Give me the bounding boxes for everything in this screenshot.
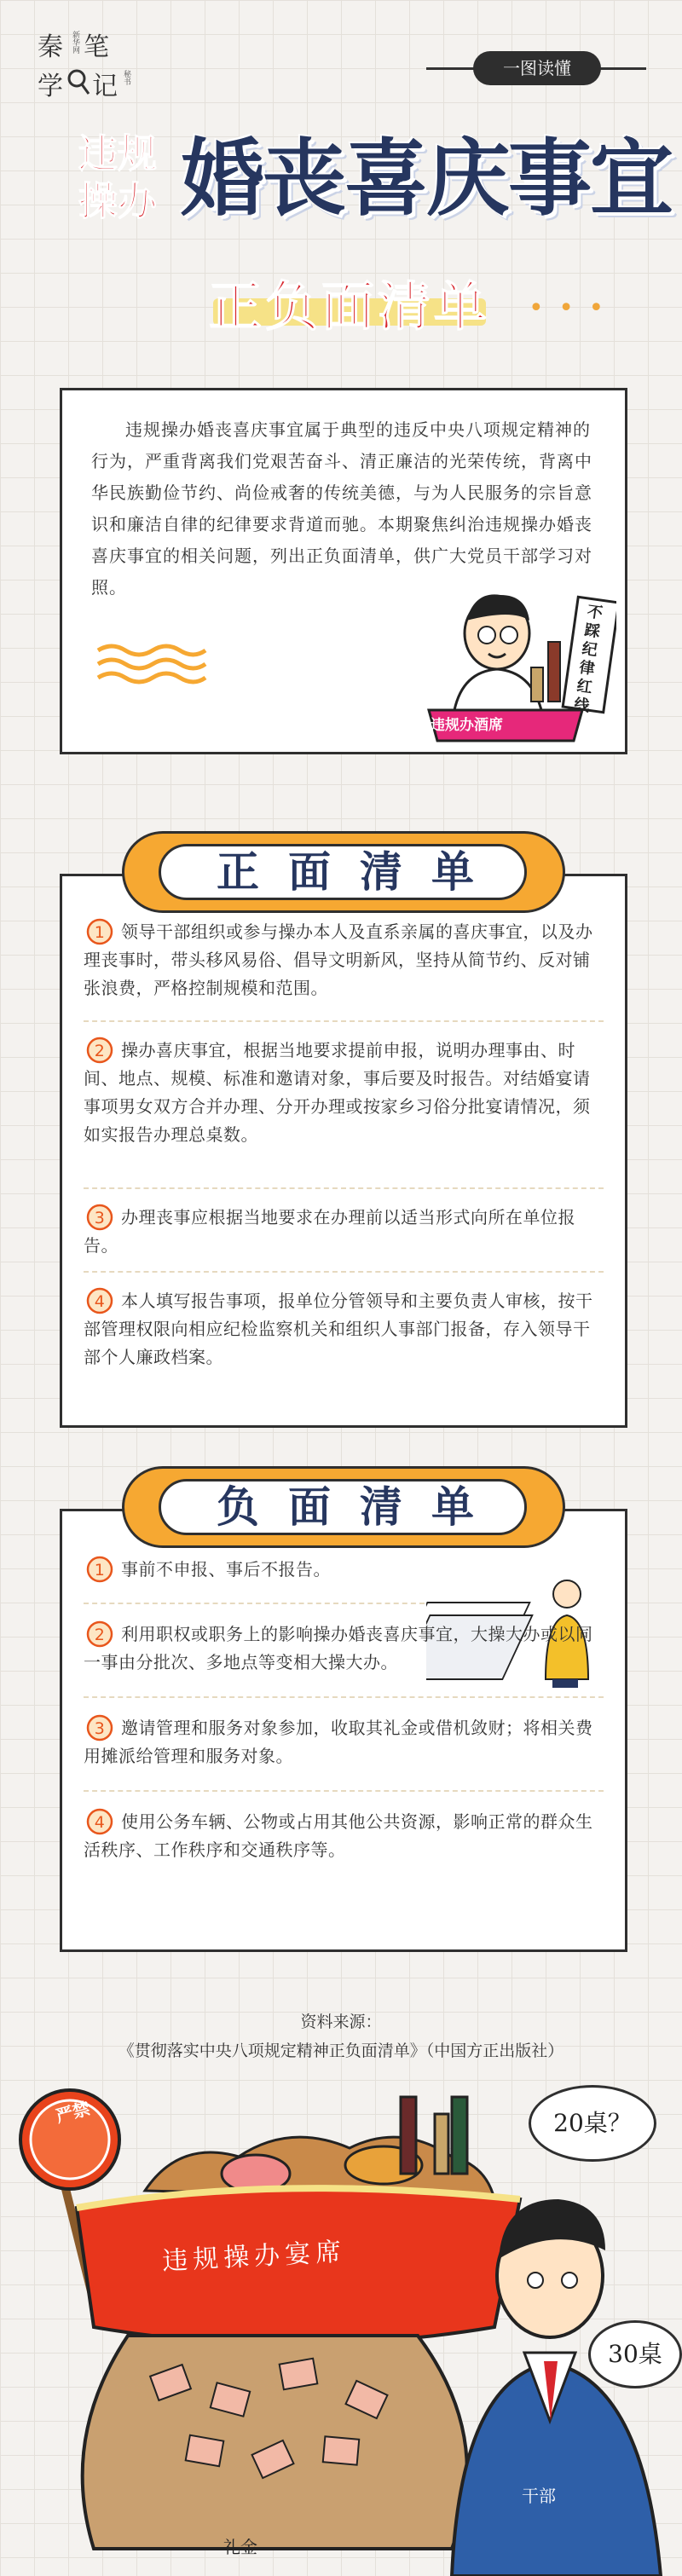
positive-title: 正面清单 xyxy=(217,847,503,897)
positive-item xyxy=(84,1283,604,1372)
svg-text:3: 3 xyxy=(94,1719,106,1738)
positive-item-text: 操办喜庆事宜，根据当地要求提前申报，说明办理事由、时间、地点、规模、标准和邀请对象，事后要及时报告。对结婚宴请事项男女双方合并办理、分开办理或按家乡习俗分批宴请情况，须如实报告办理总桌数。 xyxy=(84,1040,591,1145)
bulb-number-icon xyxy=(84,1710,116,1742)
wave-decor-icon xyxy=(96,642,207,684)
subtitle-text: 正负面清单 xyxy=(208,275,490,338)
negative-item-text: 利用职权或职务上的影响操办婚丧喜庆事宜，大操大办或以同一事由分批次、多地点等变相大操大办。 xyxy=(84,1624,593,1672)
bulb-number-icon xyxy=(84,1032,116,1065)
speech-bubble: 20桌？ xyxy=(529,2085,656,2162)
title-prefix-line: 操办 xyxy=(78,178,157,224)
svg-text:2: 2 xyxy=(94,1626,106,1644)
brand-char: 笔 xyxy=(84,32,109,62)
decor-dots: • • • xyxy=(529,293,608,323)
source-label: 资料来源： xyxy=(300,2013,382,2031)
positive-item xyxy=(84,1199,604,1260)
negative-item xyxy=(84,1804,604,1864)
source-note xyxy=(0,2007,682,2065)
positive-item xyxy=(84,1032,604,1149)
positive-item-text: 领导干部组织或参与操办本人及直系亲属的喜庆事宜，以及办理丧事时，带头移风易俗、倡导文明新风，坚持从简节约、反对铺张浪费，严格控制规模和范围。 xyxy=(84,921,593,998)
bulb-number-icon xyxy=(84,914,116,946)
page-title: 婚丧喜庆事宜 xyxy=(181,130,673,228)
positive-item-text: 本人填写报告事项，报单位分管领导和主要负责人审核，按干部管理权限向相应纪检监察机关和组织人事部门报备，存入领导干部个人廉政档案。 xyxy=(84,1291,593,1367)
positive-banner xyxy=(122,831,565,913)
intro-text: 违规操办婚丧喜庆事宜属于典型的违反中央八项规定精神的行为，严重背离我们党艰苦奋斗、清正廉洁的光荣传统，背离中华民族勤俭节约、尚俭戒奢的传统美德，与为人民服务的宗旨意识和廉洁自律的纪律要求背道而驰。本期聚焦纠治违规操办婚丧喜庆事宜的相关问题，列出正负面清单，供广大党员干部学习对照。 xyxy=(91,419,592,598)
topic-tag-label: 一图读懂 xyxy=(473,51,601,85)
negative-section xyxy=(60,1466,627,1952)
negative-title: 负面清单 xyxy=(217,1482,503,1532)
banquet-banner-text: 违规操办宴席 xyxy=(161,2237,347,2277)
bulb-number-icon xyxy=(84,1616,116,1649)
speech-bubble: 30桌 xyxy=(588,2320,682,2388)
illus-banner-text: 违规办酒席 xyxy=(431,717,503,734)
svg-text:3: 3 xyxy=(94,1209,106,1227)
bulb-number-icon xyxy=(84,1551,116,1584)
negative-item xyxy=(84,1551,425,1584)
brand-char: 记 xyxy=(92,72,118,101)
positive-item xyxy=(84,914,604,1002)
negative-item-text: 使用公务车辆、公物或占用其他公共资源，影响正常的群众生活秩序、工作秩序和交通秩序等。 xyxy=(84,1811,593,1860)
brand-char: 学 xyxy=(38,72,63,101)
positive-section xyxy=(60,831,627,1428)
brand-small: 秘书 xyxy=(122,70,130,85)
svg-text:1: 1 xyxy=(94,1561,106,1580)
negative-banner xyxy=(122,1466,565,1548)
negative-item xyxy=(84,1616,604,1677)
bulb-number-icon xyxy=(84,1804,116,1836)
brand-char: 秦 xyxy=(38,32,63,62)
subtitle xyxy=(188,264,512,341)
topic-tag xyxy=(426,51,646,85)
negative-item-text: 事前不申报、事后不报告。 xyxy=(121,1559,331,1580)
brand-logo xyxy=(38,26,131,102)
negative-item xyxy=(84,1710,604,1770)
title-prefix xyxy=(78,130,198,225)
negative-item-text: 邀请管理和服务对象参加，收取其礼金或借机敛财；将相关费用摊派给管理和服务对象。 xyxy=(84,1718,593,1766)
bulb-number-icon xyxy=(84,1283,116,1315)
cadre-label: 干部 xyxy=(522,2486,556,2506)
source-book: 《贯彻落实中央八项规定精神正负面清单》（中国方正出版社） xyxy=(118,2042,564,2060)
brand-small: 新华网 xyxy=(71,31,79,54)
positive-item-text: 办理丧事应根据当地要求在办理前以适当形式向所在单位报告。 xyxy=(84,1207,575,1256)
bulb-number-icon xyxy=(84,1199,116,1232)
svg-text:1: 1 xyxy=(94,923,106,942)
svg-text:2: 2 xyxy=(94,1042,106,1060)
ban-sign-text: 严禁 xyxy=(53,2098,92,2127)
title-prefix-line: 违规 xyxy=(78,130,157,176)
svg-text:4: 4 xyxy=(94,1813,106,1832)
illus-sign-text: 不踩纪律红线 xyxy=(573,603,604,716)
gift-label: 礼金 xyxy=(223,2537,257,2557)
magnifier-icon xyxy=(66,68,90,95)
svg-text:4: 4 xyxy=(94,1292,106,1311)
intro-card xyxy=(60,388,627,754)
